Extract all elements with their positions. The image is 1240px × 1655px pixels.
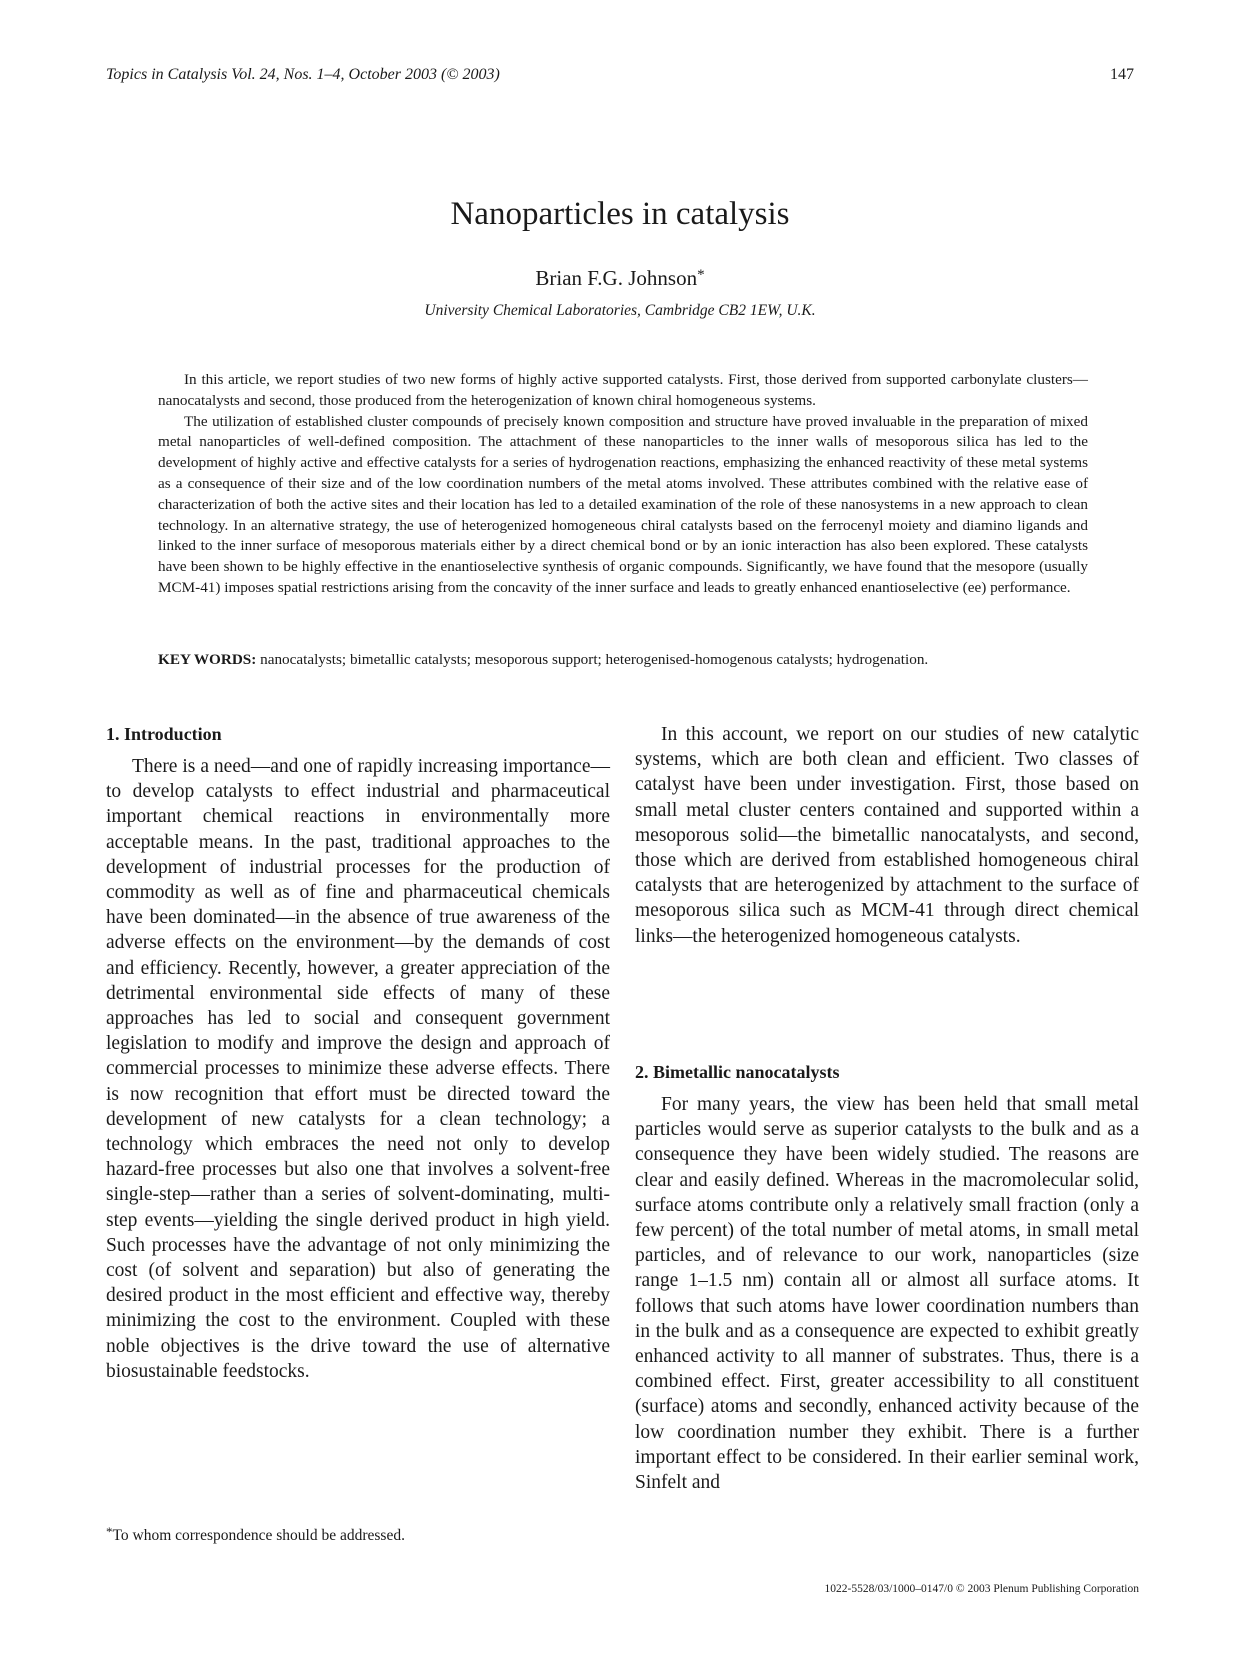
section-2-heading: 2. Bimetallic nanocatalysts — [635, 1062, 840, 1082]
article-title: Nanoparticles in catalysis — [450, 196, 790, 232]
abstract — [158, 370, 1088, 599]
abstract-paragraph-2: The utilization of established cluster compounds of precisely known composition and structure have proved invaluable in the preparation of mixed metal nanoparticles of well-defined composition. The attachment of these nanoparticles to the inner walls of mesoporous silica has led to the development of highly active and effective catalysts for a series of hydrogenation reactions, emphasizing the enhanced reactivity of these metal systems as a consequence of their size and of the low coordination numbers of the metal atoms involved. These attributes combined with the relative ease of characterization of both the active sites and their location has led to a detailed examination of the role of these nanosystems in a new approach to clean technology. In an alternative strategy, the use of heterogenized homogeneous chiral catalysts based on the ferrocenyl moiety and diamino ligands and linked to the inner surface of mesoporous materials either by a direct chemical bond or by an ionic interaction has also been explored. These catalysts have been shown to be highly effective in the enantioselective synthesis of organic compounds. Significantly, we have found that the mesopore (usually MCM-41) imposes spatial restrictions arising from the concavity of the inner surface and leads to greatly enhanced enantioselective (ee) performance. — [158, 412, 1088, 596]
footnote-mark: * — [106, 1524, 113, 1539]
affiliation: University Chemical Laboratories, Cambridge CB2 1EW, U.K. — [424, 302, 816, 319]
running-head — [106, 66, 1134, 90]
right-column — [635, 722, 1139, 949]
page-number: 147 — [1110, 66, 1134, 83]
left-column — [106, 722, 610, 1384]
footnote — [106, 1524, 610, 1545]
keywords — [158, 650, 1088, 671]
author-name: Brian F.G. Johnson — [535, 266, 698, 290]
footnote-text: To whom correspondence should be addressed. — [112, 1527, 405, 1544]
section-1-paragraph-1: There is a need—and one of rapidly increasing importance—to develop catalysts to effect industrial and pharmaceutical important chemical reactions in environmentally more acceptable means. In the past, traditional approaches to the development of industrial processes for the production of commodity as well as of fine and pharmaceutical chemicals have been dominated—in the absence of true awareness of the adverse effects on the environment—by the demands of cost and efficiency. Recently, however, a greater appreciation of the detrimental environmental side effects of many of these approaches has led to social and consequent government legislation to modify and improve the design and approach of commercial processes to minimize these adverse effects. There is now recognition that effort must be directed toward the development of new catalysts for a clean technology; a technology which embraces the need not only to develop hazard-free processes but also one that involves a solvent-free single-step—rather than a series of solvent-dominating, multi-step events—yielding the single derived product in high yield. Such processes have the advantage of not only minimizing the cost (of solvent and separation) but also of generating the desired product in the most efficient and effective way, thereby minimizing the cost to the environment. Coupled with these noble objectives is the drive toward the use of alternative biosustainable feedstocks. — [106, 756, 610, 1382]
section-2-paragraph-1: For many years, the view has been held that small metal particles would serve as superior catalysts to the bulk and as a consequence they have been widely studied. The reasons are clear and easily defined. Whereas in the macromolecular solid, surface atoms contribute only a relatively small fraction (only a few percent) of the total number of metal atoms, in small metal particles, and of relevance to our work, nanoparticles (size range 1–1.5 nm) contain all or almost all surface atoms. It follows that such atoms have lower coordination numbers than in the bulk and as a consequence are expected to exhibit greatly enhanced activity to all manner of substrates. Thus, there is a combined effect. First, greater accessibility to all constituent (surface) atoms and secondly, enhanced activity because of the low coordination number they exhibit. There is a further important effect to be considered. In their earlier seminal work, Sinfelt and — [635, 1094, 1139, 1494]
author-footnote-mark: * — [697, 267, 705, 283]
section-1-heading: 1. Introduction — [106, 724, 222, 744]
journal-citation: Topics in Catalysis Vol. 24, Nos. 1–4, October 2003 (© 2003) — [106, 66, 500, 83]
section-2 — [635, 1060, 1139, 1495]
keywords-label: KEY WORDS: — [158, 651, 257, 668]
section-1-paragraph-2: In this account, we report on our studies of new catalytic systems, which are both clean and efficient. Two classes of catalyst have been under investigation. First, those based on small metal cluster centers contained and supported within a mesoporous solid—the bimetallic nanocatalysts, and second, those which are derived from established homogeneous chiral catalysts that are heterogenized by attachment to the surface of mesoporous silica such as MCM-41 through direct chemical links—the heterogenized homogeneous catalysts. — [635, 724, 1139, 947]
copyright-line: 1022-5528/03/1000–0147/0 © 2003 Plenum Publishing Corporation — [824, 1583, 1139, 1595]
abstract-paragraph-1: In this article, we report studies of two new forms of highly active supported catalysts. First, those derived from supported carbonylate clusters—nanocatalysts and second, those produced from the heterogenization of known chiral homogeneous systems. — [158, 371, 1088, 409]
keywords-text: nanocatalysts; bimetallic catalysts; mesoporous support; heterogenised-homogenous catalysts; hydrogenation. — [260, 651, 929, 668]
author-line — [0, 266, 1240, 291]
